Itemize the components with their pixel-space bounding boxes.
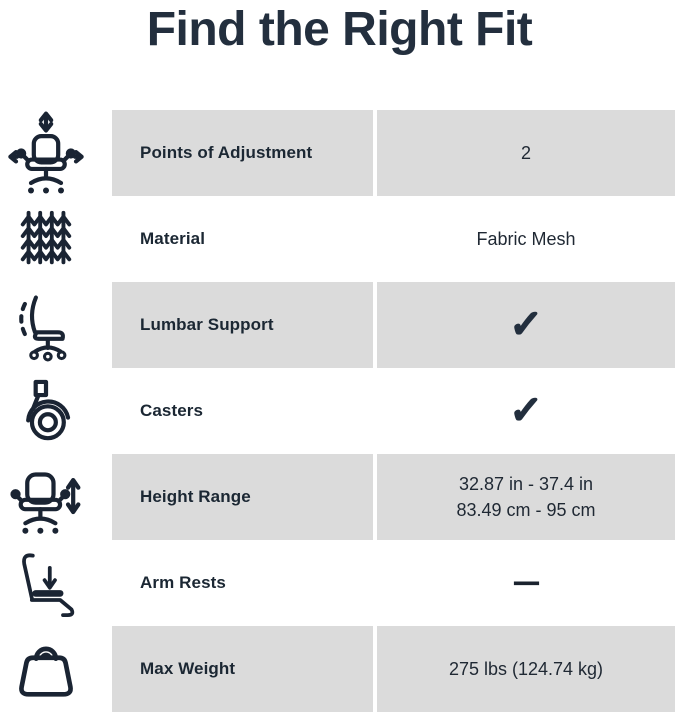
lumbar-support-icon [0,282,112,368]
spec-label-cell [112,110,373,196]
table-row [0,368,679,454]
spec-label-cell [112,368,373,454]
spec-label: Arm Rests [140,573,226,592]
spec-value-cell [377,110,675,196]
spec-label-cell [112,626,373,712]
spec-value-cell [377,368,675,454]
spec-value: 275 lbs (124.74 kg) [448,658,604,679]
spec-label-cell [112,282,373,368]
dash-mark: — [514,569,538,596]
weight-icon [0,626,112,712]
check-mark: ✓ [508,304,544,346]
spec-label: Material [140,229,206,248]
table-row [0,110,679,196]
chair-height-icon [0,454,112,540]
table-row [0,454,679,540]
table-row [0,196,679,282]
spec-label-cell [112,454,373,540]
spec-value-cell [377,540,675,626]
page-title: Find the Right Fit [146,3,533,56]
spec-value: 2 [520,142,531,163]
spec-label: Max Weight [140,659,236,678]
table-row [0,282,679,368]
spec-label-cell [112,196,373,282]
spec-value-line: 32.87 in - 37.4 in [458,474,594,494]
spec-label: Lumbar Support [140,315,274,334]
spec-value-cell [377,454,675,540]
spec-label-cell [112,540,373,626]
spec-label: Points of Adjustment [140,143,313,162]
spec-value-cell [377,626,675,712]
spec-value-cell [377,282,675,368]
spec-value-cell [377,196,675,282]
table-row [0,626,679,712]
spec-label: Height Range [140,487,251,506]
spec-value: Fabric Mesh [476,228,576,249]
fabric-mesh-icon [0,196,112,282]
arm-rest-icon [0,540,112,626]
spec-label: Casters [140,401,204,420]
check-mark: ✓ [508,390,544,432]
caster-wheel-icon [0,368,112,454]
fit-table [0,110,679,712]
spec-value-line: 83.49 cm - 95 cm [456,500,596,520]
table-row [0,540,679,626]
chair-adjustment-icon [0,110,112,196]
